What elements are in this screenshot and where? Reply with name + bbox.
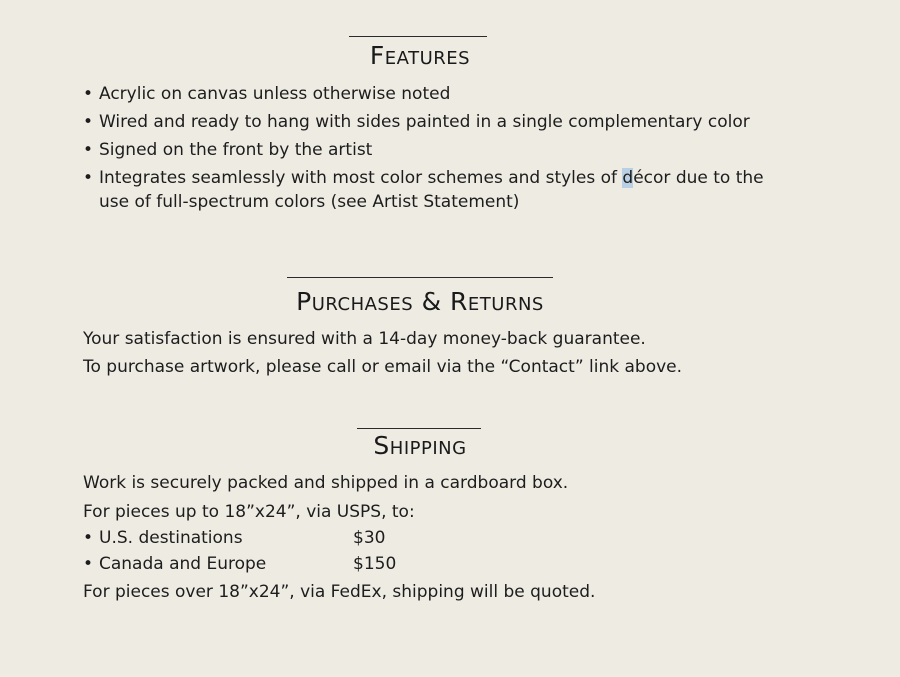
shipping-rule bbox=[357, 428, 481, 429]
feature-item-text-part: écor due to the use of full-spectrum colors (see Artist Statement) bbox=[99, 168, 764, 212]
shipping-destination: Canada and Europe bbox=[99, 554, 267, 574]
feature-item-text: Wired and ready to hang with sides painted in a single complementary color bbox=[99, 112, 750, 132]
bullet-icon: • bbox=[83, 140, 94, 160]
feature-item bbox=[83, 110, 779, 134]
packing-text: Work is securely packed and shipped in a cardboard box. bbox=[83, 473, 569, 493]
bullet-icon: • bbox=[83, 554, 94, 574]
purchases-rule bbox=[287, 277, 553, 278]
feature-item-text bbox=[99, 166, 769, 214]
feature-item bbox=[83, 138, 779, 162]
bullet-icon: • bbox=[83, 168, 94, 188]
feature-item-text: Acrylic on canvas unless otherwise noted bbox=[99, 84, 451, 104]
fedex-text: For pieces over 18”x24”, via FedEx, shipping will be quoted. bbox=[83, 582, 596, 602]
usps-intro-text: For pieces up to 18”x24”, via USPS, to: bbox=[83, 502, 415, 522]
feature-item bbox=[83, 166, 769, 214]
bullet-icon: • bbox=[83, 528, 94, 548]
shipping-price: $30 bbox=[353, 528, 386, 548]
shipping-price: $150 bbox=[353, 554, 397, 574]
features-heading: Features bbox=[369, 41, 471, 70]
shipping-heading: Shipping bbox=[373, 431, 467, 460]
text-selection-highlight: d bbox=[622, 168, 634, 188]
feature-item-text-part: Integrates seamlessly with most color schemes and styles of bbox=[99, 168, 623, 188]
feature-item-text: Signed on the front by the artist bbox=[99, 140, 373, 160]
shipping-rate-row bbox=[83, 552, 396, 576]
bullet-icon: • bbox=[83, 84, 94, 104]
features-rule bbox=[349, 36, 487, 37]
satisfaction-text: Your satisfaction is ensured with a 14-day money-back guarantee. bbox=[83, 329, 646, 349]
shipping-rate-row bbox=[83, 526, 385, 550]
bullet-icon: • bbox=[83, 112, 94, 132]
purchase-instructions-text: To purchase artwork, please call or email via the “Contact” link above. bbox=[83, 357, 683, 377]
purchases-heading: Purchases & Returns bbox=[296, 287, 544, 316]
feature-item bbox=[83, 82, 779, 106]
shipping-destination: U.S. destinations bbox=[99, 528, 243, 548]
